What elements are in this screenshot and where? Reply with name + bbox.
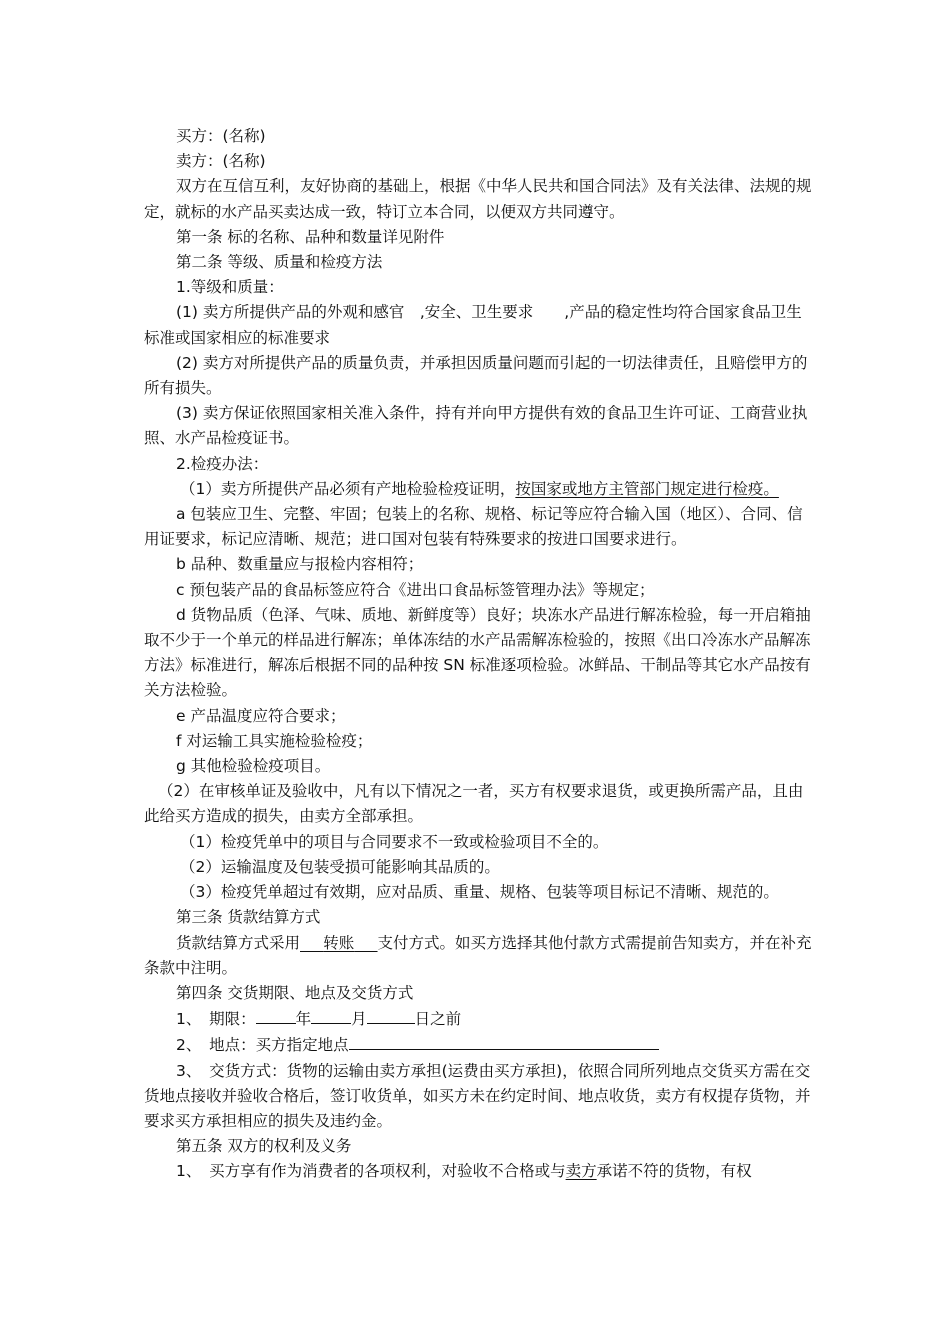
- month-blank: [311, 1006, 351, 1024]
- payment-method: [300, 934, 378, 952]
- inspection-item-1: [144, 477, 814, 502]
- inspection-item-1-underlined: 按国家或地方主管部门规定进行检疫。: [515, 479, 779, 498]
- inspection-point-g: g 其他检验检疫项目。: [176, 757, 331, 776]
- quality-item-3: (3) 卖方保证依照国家相关准入条件，持有并向甲方提供有效的食品卫生许可证、工商营业执照、水产品检疫证书。: [144, 404, 808, 448]
- inspection-point-a: a 包装应卫生、完整、牢固；包装上的名称、规格、标记等应符合输入国（地区）、合同、信用证要求，标记应清晰、规范；进口国对包装有特殊要求的按进口国要求进行。: [144, 505, 803, 549]
- buyer-rights-prefix: 1、 买方享有作为消费者的各项权利，对验收不合格或与: [176, 1162, 566, 1181]
- rejection-case-2: （2）运输温度及包装受损可能影响其品质的。: [180, 857, 500, 876]
- rejection-case-1: （1）检疫凭单中的项目与合同要求不一致或检验项目不全的。: [180, 832, 609, 851]
- inspection-point-c: c 预包装产品的食品标签应符合《进出口食品标签管理办法》等规定；: [176, 580, 655, 599]
- inspection-item-1-text: （1）卖方所提供产品必须有产地检验检疫证明，: [180, 479, 516, 498]
- inspection-heading: 2.检疫办法：: [176, 454, 269, 473]
- delivery-method-paragraph: 3、 交货方式：货物的运输由卖方承担(运费由买方承担)，依照合同所列地点交货买方需在交货地点接收并验收合格后，签订收货单，如买方未在约定时间、地点收货，卖方有权提存货物，并要求买方承担相应的损失及违约金。: [144, 1061, 811, 1130]
- payment-method-value: 转账: [323, 933, 355, 952]
- buyer-rights-suffix: 承诺不符的货物，有权: [596, 1162, 752, 1181]
- rejection-case-3: （3）检疫凭单超过有效期，应对品质、重量、规格、包装等项目标记不清晰、规范的。: [180, 883, 779, 902]
- month-label: 月: [351, 1010, 367, 1029]
- inspection-point-e: e 产品温度应符合要求；: [176, 706, 346, 725]
- buyer-line: 买方：(名称): [176, 127, 266, 145]
- contract-body: [144, 124, 814, 1185]
- quality-item-1: (1) 卖方所提供产品的外观和感官 ,安全、卫生要求 ,产品的稳定性均符合国家食品卫生标准或国家相应的标准要求: [144, 303, 802, 347]
- delivery-deadline-line: [144, 1006, 814, 1032]
- year-blank: [256, 1006, 296, 1024]
- preamble-paragraph: 双方在互信互利，友好协商的基础上，根据《中华人民共和国合同法》及有关法律、法规的规定，就标的水产品买卖达成一致，特订立本合同，以便双方共同遵守。: [144, 177, 812, 221]
- location-label: 2、 地点：买方指定地点: [176, 1036, 349, 1055]
- payment-paragraph: [144, 931, 814, 981]
- article5-heading: 第五条 双方的权利及义务: [176, 1137, 352, 1156]
- inspection-point-f: f 对运输工具实施检验检疫；: [176, 731, 373, 750]
- article2-heading: 第二条 等级、质量和检疫方法: [176, 253, 383, 272]
- deadline-label: 1、 期限：: [176, 1010, 256, 1029]
- payment-text-prefix: 货款结算方式采用: [176, 933, 301, 952]
- article3-heading: 第三条 货款结算方式: [176, 908, 321, 927]
- inspection-point-d: d 货物品质（色泽、气味、质地、新鲜度等）良好；块冻水产品进行解冻检验，每一开启箱抽取不少于一个单元的样品进行解冻；单体冻结的水产品需解冻检验的，按照《出口冷冻水产品解冻方法》标准进行，解冻后根据不同的品种按 SN 标准逐项检验。冰鲜品、干制品等其它水产品按有关方法检验。: [144, 605, 811, 700]
- payment-text-suffix: 支付方式。如买方选择其他付款方式需提前告知卖方，并在补充条款中注明。: [144, 933, 812, 977]
- quality-item-2: (2) 卖方对所提供产品的质量负责，并承担因质量问题而引起的一切法律责任，且赔偿甲方的所有损失。: [144, 353, 808, 398]
- year-label: 年: [295, 1010, 312, 1029]
- inspection-point-b: b 品种、数重量应与报检内容相符；: [176, 555, 424, 574]
- buyer-rights-line: [144, 1159, 814, 1184]
- day-label: 日之前: [414, 1010, 462, 1029]
- buyer-rights-underlined: 卖方: [565, 1162, 597, 1181]
- seller-line: 卖方：(名称): [176, 152, 266, 171]
- delivery-location-line: [144, 1032, 814, 1058]
- article1-heading: 第一条 标的名称、品种和数量详见附件: [176, 227, 445, 246]
- location-blank: [349, 1032, 659, 1050]
- quality-heading: 1.等级和质量：: [176, 278, 284, 297]
- inspection-item-2: （2）在审核单证及验收中，凡有以下情况之一者，买方有权要求退货，或更换所需产品，且由此给买方造成的损失，由卖方全部承担。: [144, 782, 804, 826]
- day-blank: [367, 1006, 415, 1024]
- article4-heading: 第四条 交货期限、地点及交货方式: [176, 983, 414, 1002]
